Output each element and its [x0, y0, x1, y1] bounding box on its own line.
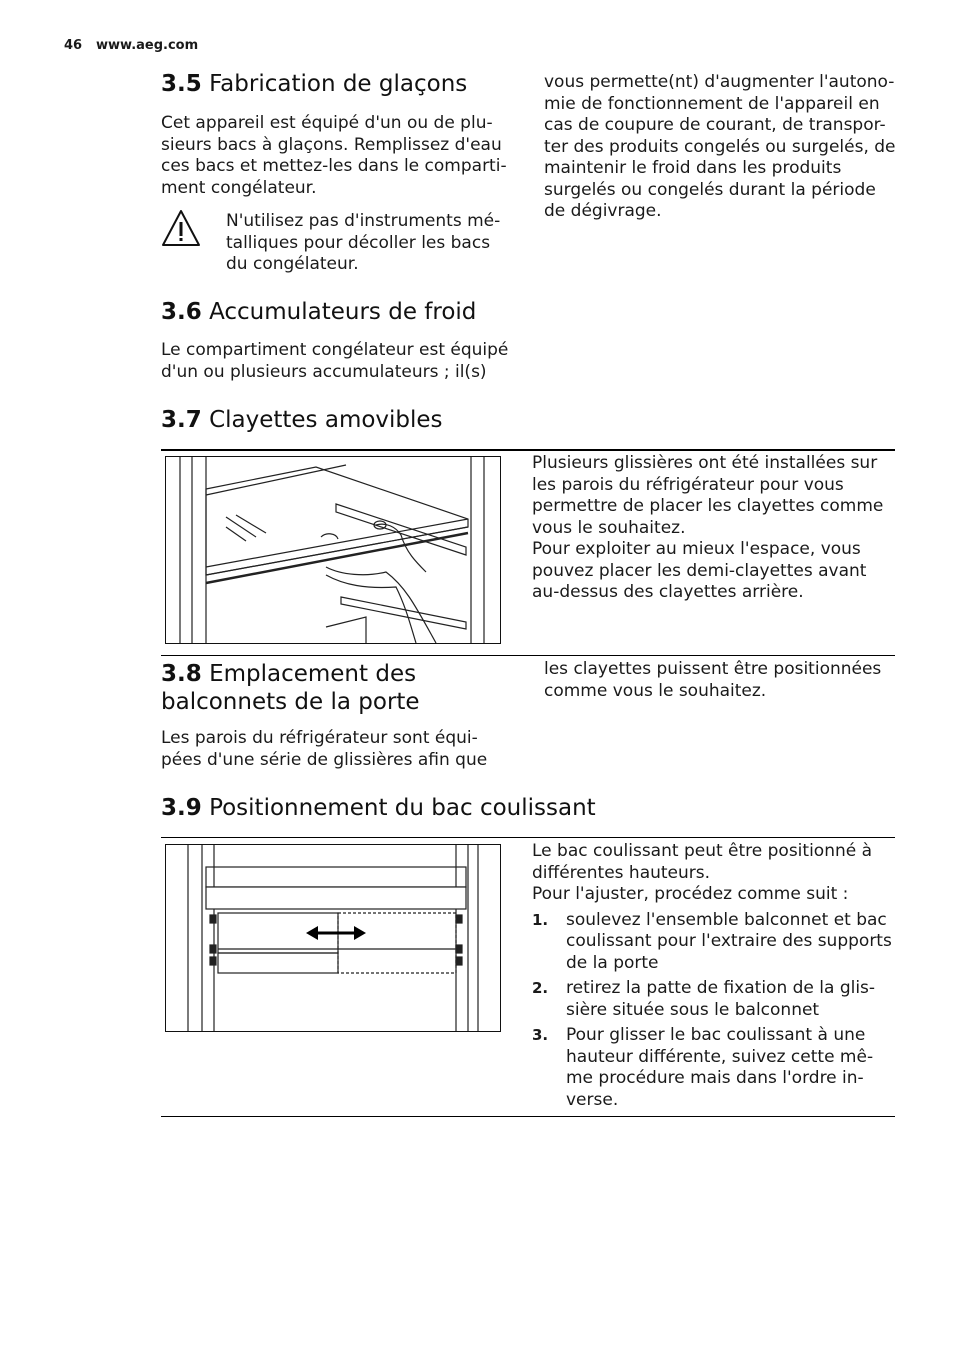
section-rule [161, 1116, 895, 1117]
paragraph: Pour exploiter au mieux l'espace, vous pouvez placer les demi-clayettes avant au-dessus des clayettes arrière. [532, 539, 867, 602]
section-number: 3.8 [161, 661, 202, 687]
step-number: 1. [532, 910, 549, 929]
section-rule [161, 449, 895, 451]
section-3-8-body: Les parois du réfrigérateur sont équi-pées d'une série de glissières afin que [161, 728, 488, 770]
section-3-8-continued: les clayettes puissent être positionnées comme vous le souhaitez. [544, 659, 882, 701]
step-text: Pour glisser le bac coulissant à une hauteur différente, suivez cette mê-me procédure mais dans l'ordre in-verse. [566, 1025, 874, 1110]
section-number: 3.9 [161, 795, 202, 821]
section-3-6-heading [161, 298, 476, 326]
paragraph: Plusieurs glissières ont été installées sur les parois du réfrigérateur pour vous permettre de placer les clayettes comme vous le souhaitez. [532, 453, 884, 538]
list-item [532, 978, 897, 1021]
site-url: www.aeg.com [96, 38, 199, 53]
paragraph: Le bac coulissant peut être positionné à différentes hauteurs. [532, 841, 873, 883]
paragraph: Pour l'ajuster, procédez comme suit : [532, 884, 849, 904]
section-rule [161, 837, 895, 838]
section-3-6-body: Le compartiment congélateur est équipé d'un ou plusieurs accumulateurs ; il(s) [161, 340, 509, 382]
step-text: soulevez l'ensemble balconnet et bac coulissant pour l'extraire des supports de la porte [566, 909, 892, 973]
shelf-drawing [166, 457, 500, 643]
section-number: 3.6 [161, 299, 202, 325]
section-title: Fabrication de glaçons [209, 71, 468, 97]
section-title: balconnets de la porte [161, 689, 420, 715]
section-3-5-heading [161, 70, 467, 98]
section-number: 3.7 [161, 407, 202, 433]
section-title: Clayettes amovibles [209, 407, 443, 433]
drawer-drawing [166, 845, 500, 1031]
section-3-6-continued: vous permette(nt) d'augmenter l'autono-mie de fonctionnement de l'appareil en cas de coupure de courant, de transpor-ter des produits congelés ou surgelés, de maintenir le froid dans les produits surgelés ou congelés durant la période de dégivrage. [544, 72, 896, 221]
section-title: Positionnement du bac coulissant [209, 795, 596, 821]
warning-text: N'utilisez pas d'instruments mé-talliques pour décoller les bacs du congélateur. [226, 211, 501, 274]
step-number: 3. [532, 1026, 549, 1044]
section-3-8-heading [161, 660, 420, 716]
section-3-5-body: Cet appareil est équipé d'un ou de plu-sieurs bacs à glaçons. Remplissez d'eau ces bacs et mettez-les dans le comparti-ment congélateur. [161, 113, 507, 198]
section-3-9-heading [161, 794, 596, 822]
section-3-7-heading [161, 406, 443, 434]
section-number: 3.5 [161, 71, 202, 97]
step-number: 2. [532, 979, 549, 997]
page-number: 46 [64, 38, 83, 53]
section-3-9-text [532, 841, 897, 1115]
warning-triangle-icon [161, 208, 201, 248]
section-title: Emplacement des [209, 661, 417, 687]
section-3-7-text [532, 453, 897, 604]
double-arrow-icon [306, 926, 366, 940]
drawer-illustration [165, 844, 501, 1032]
list-item [532, 910, 897, 975]
section-title: Accumulateurs de froid [209, 299, 477, 325]
section-rule [161, 655, 895, 656]
steps-list [532, 910, 897, 1112]
list-item [532, 1025, 897, 1111]
step-text: retirez la patte de fixation de la glis-sière située sous le balconnet [566, 978, 876, 1020]
shelf-illustration [165, 456, 501, 644]
